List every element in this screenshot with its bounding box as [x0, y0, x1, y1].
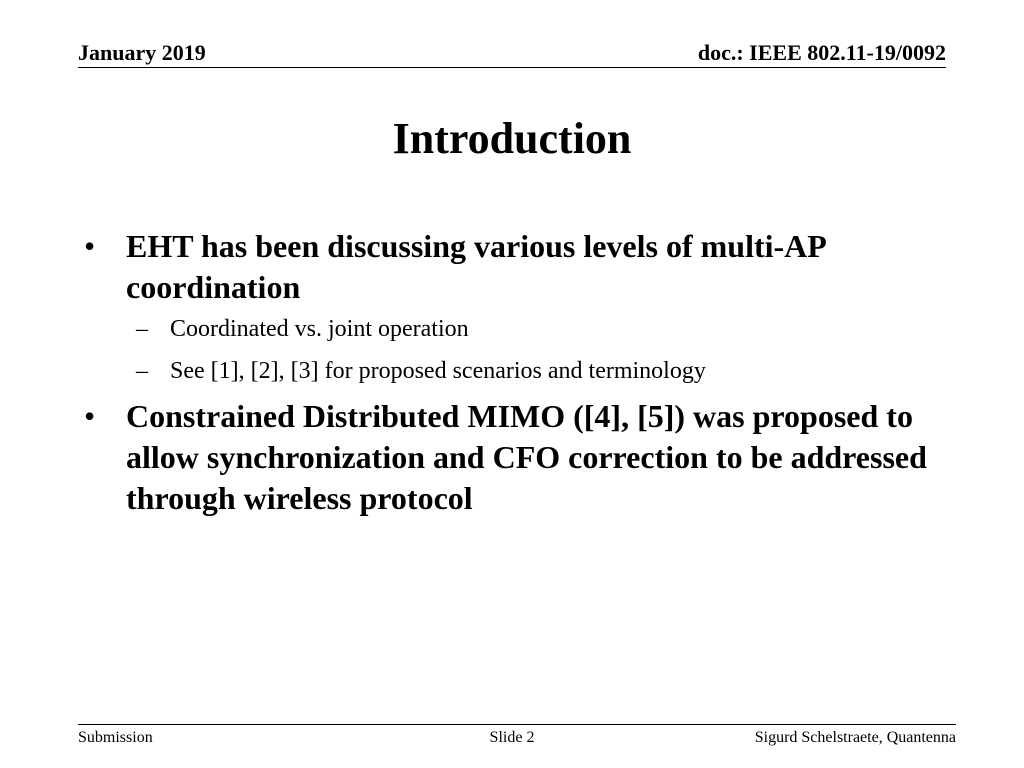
bullet-marker: • — [84, 228, 96, 264]
bullet-text: Constrained Distributed MIMO ([4], [5]) was proposed to allow synchronization and CFO correction to be addressed through wireless protocol — [126, 398, 927, 516]
footer-slide-number: Slide 2 — [489, 729, 535, 746]
slide-title: Introduction — [392, 114, 632, 163]
header-doc-id: doc.: IEEE 802.11-19/0092 — [697, 40, 946, 65]
footer-divider — [78, 724, 956, 725]
sub-bullet-text: See [1], [2], [3] for proposed scenarios and terminology — [170, 358, 706, 384]
sub-bullet-marker: – — [136, 316, 148, 342]
bullet-item — [84, 396, 944, 519]
slide-content — [84, 226, 944, 519]
bullet-text: EHT has been discussing various levels of multi-AP coordination — [126, 228, 826, 305]
footer-submission: Submission — [78, 729, 153, 746]
bullet-marker: • — [84, 398, 96, 434]
sub-bullet-text: Coordinated vs. joint operation — [170, 316, 469, 342]
footer-author: Sigurd Schelstraete, Quantenna — [754, 729, 956, 746]
header-date: January 2019 — [78, 40, 206, 65]
sub-bullet-item — [84, 308, 944, 350]
sub-bullet-marker: – — [136, 358, 148, 384]
header-divider — [78, 67, 946, 68]
sub-bullet-list — [84, 308, 944, 392]
bullet-item — [84, 226, 944, 308]
sub-bullet-item — [84, 350, 944, 392]
